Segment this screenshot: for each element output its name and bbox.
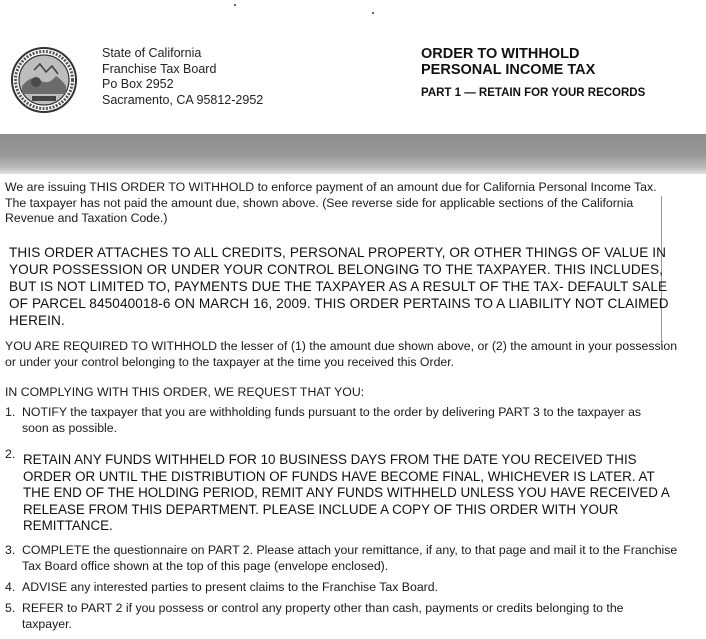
list-item (22, 543, 702, 574)
item-number: 1. (5, 405, 16, 419)
text-line: HEREIN. (9, 313, 65, 328)
title-line: PERSONAL INCOME TAX (421, 62, 596, 78)
part-label: PART 1 — RETAIN FOR YOUR RECORDS (421, 87, 646, 99)
text-line: taxpayer. (22, 616, 72, 631)
scan-shadow-band (0, 134, 706, 174)
text-line: soon as possible. (22, 420, 118, 435)
list-item (22, 601, 702, 632)
list-item (22, 405, 702, 436)
text-line: The taxpayer has not paid the amount due, shown above. (See reverse side for applicable sections of the California (5, 195, 634, 210)
text-line: RETAIN ANY FUNDS WITHHELD FOR 10 BUSINESS DAYS FROM THE DATE YOU RECEIVED THIS (23, 452, 637, 467)
text-line: or under your control belonging to the taxpayer at the time you received this Order. (5, 354, 455, 369)
text-line: REFER to PART 2 if you possess or control any property other than cash, payments or credits belonging to the (22, 601, 624, 615)
text-line: Revenue and Taxation Code.) (5, 211, 168, 225)
document-title (421, 46, 595, 78)
address-line: Sacramento, CA 95812-2952 (102, 92, 264, 107)
item-number: 5. (5, 601, 16, 615)
scan-speck (234, 4, 236, 6)
complying-heading: IN COMPLYING WITH THIS ORDER, WE REQUEST THAT YOU: (5, 385, 365, 399)
text-line: THE END OF THE HOLDING PERIOD, REMIT ANY FUNDS WITHHELD UNLESS YOU HAVE RECEIVED A (23, 485, 670, 500)
text-line: COMPLETE the questionnaire on PART 2. Please attach your remittance, if any, to that page and mail it to the Franchise (22, 543, 678, 557)
text-line: YOUR POSSESSION OR UNDER YOUR CONTROL BELONGING TO THE TAXPAYER. THIS INCLUDES, (9, 262, 663, 277)
text-line: We are issuing THIS ORDER TO WITHHOLD to enforce payment of an amount due for California Personal Income Tax. (5, 180, 657, 194)
intro-paragraph (5, 180, 695, 227)
text-line: BUT IS NOT LIMITED TO, PAYMENTS DUE THE TAXPAYER AS A RESULT OF THE TAX- DEFAULT SALE (9, 279, 668, 294)
attachment-paragraph (9, 244, 699, 329)
text-line: ADVISE any interested parties to present claims to the Franchise Tax Board. (22, 580, 439, 594)
scan-speck (372, 12, 374, 14)
text-line: OF PARCEL 845040018-6 ON MARCH 16, 2009. THIS ORDER PERTAINS TO A LIABILITY NOT CLAIMED (9, 296, 669, 311)
address-line: State of California (102, 46, 202, 60)
address-line: Franchise Tax Board (102, 61, 217, 76)
address-line: Po Box 2952 (102, 77, 174, 91)
item-number: 3. (5, 543, 16, 557)
list-item (23, 452, 703, 535)
text-line: THIS ORDER ATTACHES TO ALL CREDITS, PERSONAL PROPERTY, OR OTHER THINGS OF VALUE IN (9, 245, 667, 260)
item-number: 2. (5, 447, 16, 461)
text-line: RELEASE FROM THIS DEPARTMENT. PLEASE INCLUDE A COPY OF THIS ORDER WITH YOUR (23, 501, 619, 517)
text-line: REMITTANCE. (23, 518, 113, 533)
text-line: Tax Board office shown at the top of this page (envelope enclosed). (22, 558, 389, 573)
required-paragraph (5, 339, 695, 370)
list-item (22, 580, 702, 596)
text-line: NOTIFY the taxpayer that you are withholding funds pursuant to the order by delivering PART 3 to the taxpayer as (22, 405, 642, 419)
state-seal-icon (10, 46, 78, 114)
text-line: YOU ARE REQUIRED TO WITHHOLD the lesser of (1) the amount due shown above, or (2) the amount in your possession (5, 339, 678, 353)
agency-address (102, 46, 263, 108)
text-line: ORDER OR UNTIL THE DISTRIBUTION OF FUNDS HAVE BECOME FINAL, WHICHEVER IS LATER. AT (23, 468, 655, 484)
title-line: ORDER TO WITHHOLD (421, 46, 580, 62)
item-number: 4. (5, 580, 16, 594)
